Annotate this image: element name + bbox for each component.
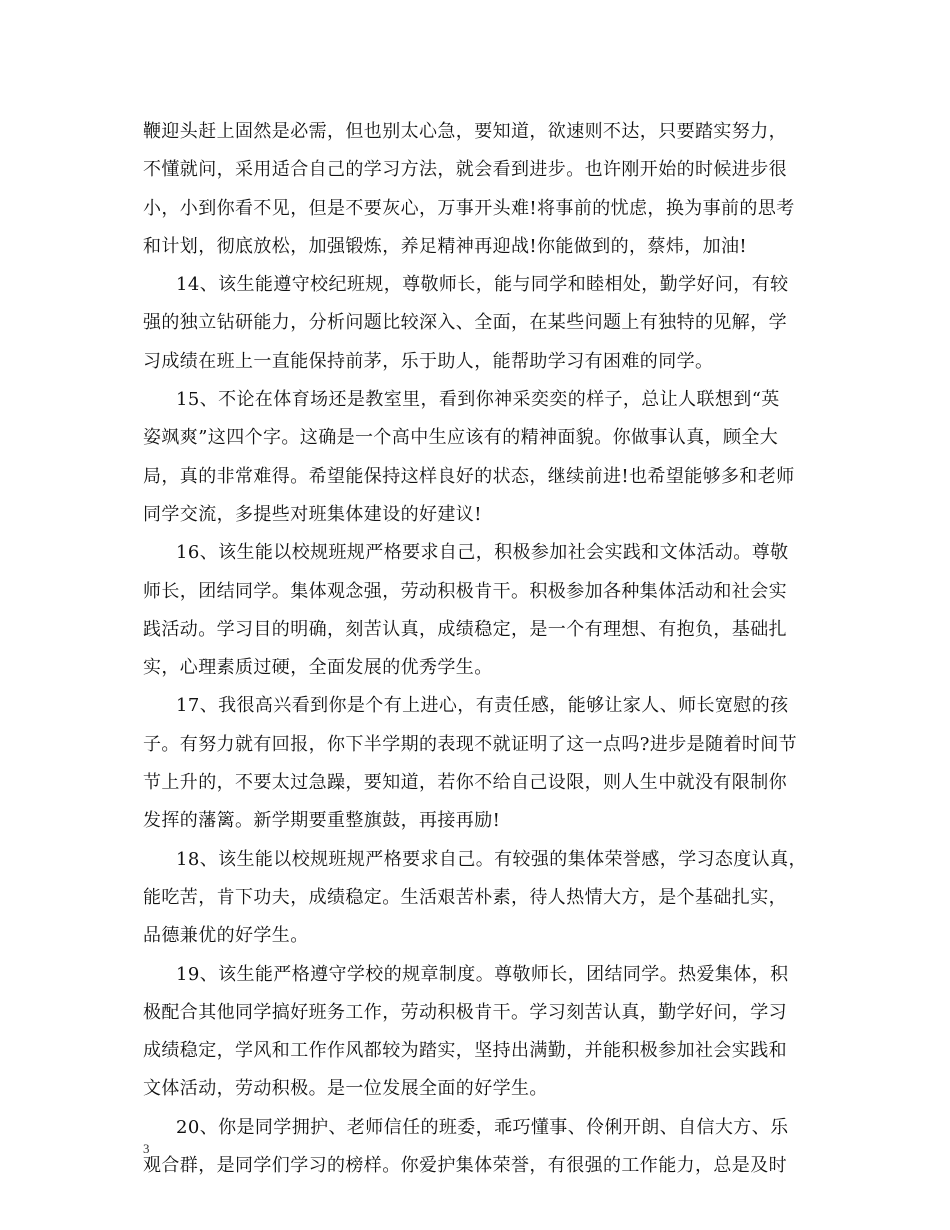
text-line: 习成绩在班上一直能保持前茅，乐于助人，能帮助学习有困难的同学。 — [143, 350, 714, 372]
paragraph-first-line: 17、我很高兴看到你是个有上进心，有责任感，能够让家人、师长宽慰的孩 — [176, 695, 789, 717]
paragraph-first-line: 18、该生能以校规班规严格要求自己。有较强的集体荣誉感，学习态度认真， — [176, 848, 807, 870]
text-line: 师长，团结同学。集体观念强，劳动积极肯干。积极参加各种集体活动和社会实 — [143, 580, 787, 602]
document-body — [143, 113, 813, 1185]
text-line: 实，心理素质过硬，全面发展的优秀学生。 — [143, 657, 493, 679]
text-line: 品德兼优的好学生。 — [143, 925, 309, 947]
text-line: 鞭迎头赶上固然是必需，但也别太心急，要知道，欲速则不达，只要踏实努力， — [143, 121, 787, 142]
text-line: 局，真的非常难得。希望能保持这样良好的状态，继续前进!也希望能够多和老师 — [143, 465, 795, 487]
text-line: 强的独立钻研能力，分析问题比较深入、全面，在某些问题上有独特的见解，学 — [143, 312, 787, 334]
text-line: 节上升的，不要太过急躁，要知道，若你不给自己设限，则人生中就没有限制你 — [143, 772, 787, 794]
page-number: 3 — [143, 1141, 150, 1156]
paragraph-first-line: 15、不论在体育场还是教室里，看到你神采奕奕的样子，总让人联想到“英 — [176, 389, 780, 411]
text-line: 观合群，是同学们学习的榜样。你爱护集体荣誉，有很强的工作能力，总是及时 — [143, 1155, 787, 1177]
text-line: 子。有努力就有回报，你下半学期的表现不就证明了这一点吗?进步是随着时间节 — [143, 733, 798, 755]
text-line: 极配合其他同学搞好班务工作，劳动积极肯干。学习刻苦认真，勤学好问，学习 — [143, 1001, 787, 1023]
paragraph-first-line: 16、该生能以校规班规严格要求自己，积极参加社会实践和文体活动。尊敬 — [176, 542, 789, 564]
text-line: 不懂就问，采用适合自己的学习方法，就会看到进步。也许刚开始的时候进步很 — [143, 159, 787, 181]
text-line: 姿飒爽”这四个字。这确是一个高中生应该有的精神面貌。你做事认真，顾全大 — [143, 427, 779, 449]
text-line: 小，小到你看不见，但是不要灰心，万事开头难!将事前的忧虑，换为事前的思考 — [143, 197, 795, 219]
text-line: 同学交流，多提些对班集体建设的好建议! — [143, 503, 482, 525]
text-line: 文体活动，劳动积极。是一位发展全面的好学生。 — [143, 1078, 548, 1100]
text-line: 成绩稳定，学风和工作作风都较为踏实，坚持出满勤，并能积极参加社会实践和 — [143, 1040, 787, 1062]
text-line: 和计划，彻底放松，加强锻炼，养足精神再迎战!你能做到的，蔡炜，加油! — [143, 235, 748, 257]
text-line: 发挥的藩篱。新学期要重整旗鼓，再接再励! — [143, 810, 501, 832]
paragraph-first-line: 19、该生能严格遵守学校的规章制度。尊敬师长，团结同学。热爱集体，积 — [176, 963, 789, 985]
text-line: 践活动。学习目的明确，刻苦认真，成绩稳定，是一个有理想、有抱负，基础扎 — [143, 618, 787, 640]
paragraph-first-line: 20、你是同学拥护、老师信任的班委，乖巧懂事、伶俐开朗、自信大方、乐 — [176, 1116, 789, 1138]
paragraph-first-line: 14、该生能遵守校纪班规，尊敬师长，能与同学和睦相处，勤学好问，有较 — [176, 274, 789, 296]
text-line: 能吃苦，肯下功夫，成绩稳定。生活艰苦朴素，待人热情大方，是个基础扎实， — [143, 886, 787, 908]
